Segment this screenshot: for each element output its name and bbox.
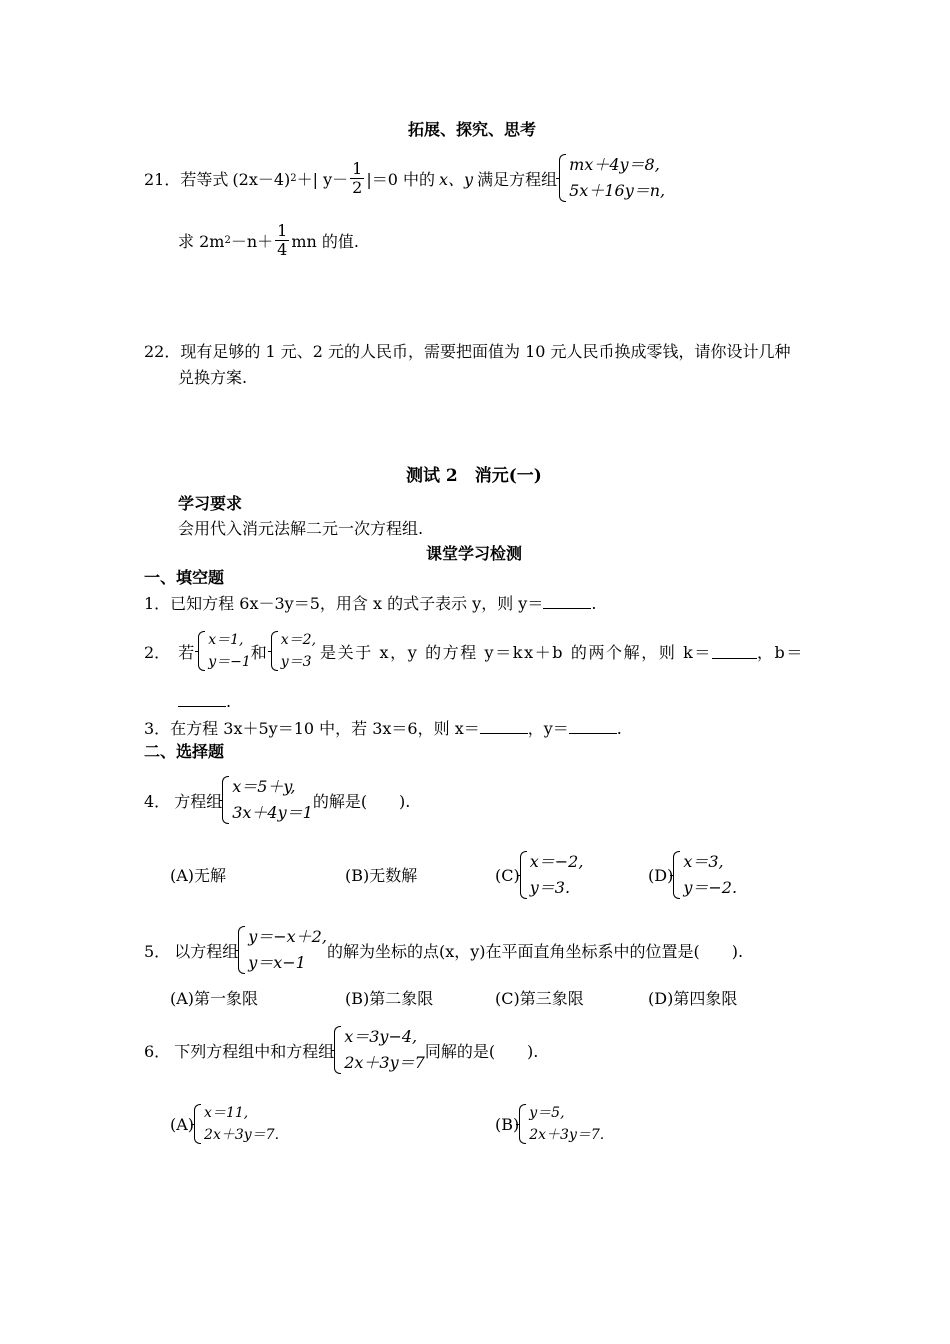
option-b-system: [519, 1102, 604, 1146]
q6-equation-system: [334, 1024, 425, 1076]
answer-blank-y[interactable]: [569, 719, 617, 734]
q5-option-c[interactable]: (C)第三象限: [495, 989, 584, 1008]
test-title: 测试 2 消元(一): [406, 466, 542, 486]
learning-requirement-text: 会用代入消元法解二元一次方程组.: [178, 519, 424, 538]
q21-expr-c: |＝0 中的: [366, 169, 436, 189]
fraction-numerator: 1: [352, 158, 363, 178]
q4-suffix: 的解是( ).: [312, 791, 411, 811]
question-4: [144, 772, 410, 828]
equation-line: 2x＋3y＝7: [344, 1053, 425, 1072]
q5-equation-system: [238, 924, 327, 976]
q21-mid: 满足方程组: [477, 169, 558, 189]
option-label: (C): [495, 865, 520, 885]
equation-line: y＝3.: [529, 878, 571, 897]
question-2: [144, 626, 804, 676]
learning-requirement-heading: 学习要求: [178, 494, 243, 513]
q5-prefix: 以方程组: [174, 941, 239, 961]
equation-line: 3x＋4y＝1: [232, 803, 313, 822]
question-number: 22．: [144, 342, 181, 361]
q1-end: .: [591, 594, 597, 613]
q21-line2-a: 求 2m: [178, 231, 225, 251]
q3-y-label: ，y＝: [527, 719, 569, 738]
option-label: (D): [648, 865, 674, 885]
q21-expr-b: ＋| y－: [296, 169, 349, 189]
q21-line2-b: －n＋: [230, 231, 274, 251]
q21-equation-system: [559, 152, 665, 204]
equation-line: y＝5,: [529, 1105, 565, 1121]
q21-superscript: 2: [290, 172, 297, 184]
fraction-denominator: 4: [277, 239, 288, 259]
q4-option-a[interactable]: (A)无解: [170, 866, 227, 885]
q6-prefix: 下列方程组中和方程组: [174, 1041, 335, 1061]
question-2-line2: [178, 692, 231, 710]
q2-b-label: ，b＝: [756, 642, 804, 662]
equation-line: x＝3y−4,: [344, 1027, 418, 1046]
equation-line: x＝2,: [280, 632, 317, 648]
q21-prefix: 若等式: [180, 169, 229, 189]
q1-text: 1．已知方程 6x－3y＝5，用含 x 的式子表示 y，则 y＝: [144, 594, 544, 613]
q2-word1: 若: [178, 642, 195, 662]
question-3: [144, 719, 622, 737]
q21-line2-fraction: [275, 222, 289, 259]
answer-blank-k[interactable]: [712, 644, 757, 659]
q21-vars: x、y: [439, 169, 474, 189]
option-d-system: [673, 849, 737, 901]
q2-word2: 和: [250, 642, 267, 662]
question-5: [144, 922, 743, 978]
q4-equation-system: [222, 774, 313, 826]
equation-line: y＝x−1: [248, 953, 306, 972]
q4-prefix: 方程组: [174, 791, 223, 811]
q2-system-2: [271, 629, 316, 673]
equation-line: 5x＋16y＝n,: [569, 181, 666, 200]
q3-end: .: [616, 719, 622, 738]
question-1: [144, 594, 596, 612]
answer-blank-b[interactable]: [178, 692, 226, 707]
part-fill-blank-heading: 一、填空题: [144, 568, 225, 587]
equation-line: x＝11,: [204, 1105, 249, 1121]
q3-text: 3．在方程 3x＋5y＝10 中，若 3x＝6，则 x＝: [144, 719, 480, 738]
q6-suffix: 同解的是( ).: [424, 1041, 539, 1061]
answer-blank[interactable]: [543, 594, 591, 609]
q21-fraction: [350, 160, 364, 197]
equation-line: x＝−2,: [529, 852, 584, 871]
q6-option-a[interactable]: [170, 1100, 279, 1148]
part-choice-heading: 二、选择题: [144, 742, 225, 761]
equation-line: x＝5＋y,: [232, 777, 296, 796]
question-number: 4．: [144, 791, 171, 811]
q4-option-c[interactable]: [495, 848, 583, 902]
equation-line: y＝3: [280, 654, 312, 670]
option-c-system: [520, 849, 584, 901]
q4-option-b[interactable]: (B)无数解: [345, 866, 418, 885]
q2-text: 是关于 x，y 的方程 y＝kx＋b 的两个解，则 k＝: [320, 642, 713, 662]
question-21: [144, 150, 665, 206]
q5-option-a[interactable]: (A)第一象限: [170, 989, 259, 1008]
section-title-extension: 拓展、探究、思考: [408, 120, 537, 139]
fraction-numerator: 1: [277, 220, 288, 240]
option-label: (A): [170, 1114, 195, 1134]
equation-line: x＝1,: [208, 632, 244, 648]
equation-line: mx＋4y＝8,: [569, 155, 660, 174]
question-6: [144, 1022, 538, 1078]
answer-blank-x[interactable]: [480, 719, 528, 734]
equation-line: x＝3,: [683, 852, 724, 871]
option-a-system: [194, 1102, 279, 1146]
q21-line2-c: mn 的值.: [291, 231, 359, 251]
equation-line: y＝−2.: [683, 878, 738, 897]
fraction-denominator: 2: [352, 177, 363, 197]
equation-line: y＝−1: [208, 654, 251, 670]
q22-line1: 现有足够的 1 元、2 元的人民币，需要把面值为 10 元人民币换成零钱，请你设计几种: [180, 342, 791, 361]
question-number: 6．: [144, 1041, 171, 1061]
equation-line: 2x＋3y＝7.: [529, 1127, 605, 1143]
q2-end: .: [226, 692, 232, 711]
q2-system-1: [198, 629, 251, 673]
question-number: 5．: [144, 941, 171, 961]
q4-option-d[interactable]: [648, 848, 737, 902]
q21-line2-superscript: 2: [224, 234, 231, 246]
q22-line2: 兑换方案.: [178, 368, 248, 387]
question-21-line2: [178, 218, 359, 262]
option-label: (B): [495, 1114, 520, 1134]
q6-option-b[interactable]: [495, 1100, 604, 1148]
q21-expr-a: (2x－4): [232, 169, 291, 189]
question-number: 21．: [144, 169, 181, 189]
equation-line: y＝−x＋2,: [248, 927, 327, 946]
question-number: 2．: [144, 642, 171, 662]
q5-option-d[interactable]: (D)第四象限: [648, 989, 738, 1008]
q5-suffix: 的解为坐标的点(x，y)在平面直角坐标系中的位置是( ).: [326, 941, 744, 961]
q5-option-b[interactable]: (B)第二象限: [345, 989, 434, 1008]
equation-line: 2x＋3y＝7.: [204, 1127, 280, 1143]
classroom-check-heading: 课堂学习检测: [426, 544, 523, 563]
question-22: [144, 344, 791, 360]
